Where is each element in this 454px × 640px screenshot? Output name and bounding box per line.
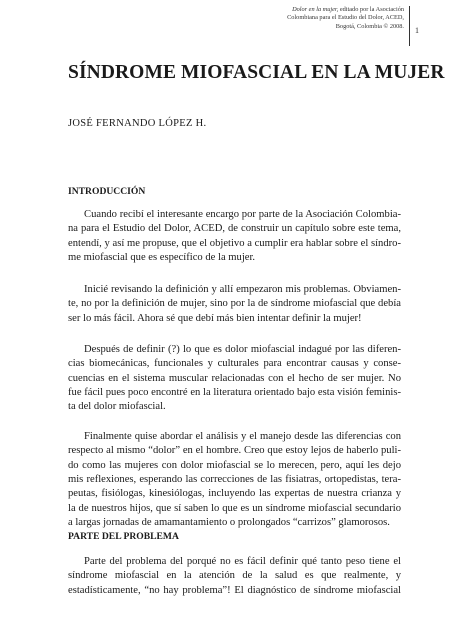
paragraph-line: Después de definir (?) lo que es dolor miofascial indagué por las diferen- <box>84 344 401 355</box>
paragraph-line: na para el Estudio del Dolor, ACED, de construir un capítulo sobre este tema, <box>68 223 401 235</box>
paragraph-line: ta del dolor miofascial. <box>68 401 166 413</box>
author-name: JOSÉ FERNANDO LÓPEZ H. <box>68 118 207 129</box>
paragraph-line: a largas jornadas de amamantamiento o prolongados “carrizos” glamorosos. <box>68 517 390 529</box>
paragraph-line: mis reflexiones, esperando las correcciones de las fisiatras, ortopedistas, tera- <box>68 474 401 486</box>
paragraph-line: Cuando recibí el interesante encargo por parte de la Asociación Colombia- <box>84 209 401 220</box>
page-number: 1 <box>415 26 419 35</box>
header-line-1 <box>254 6 404 14</box>
paragraph-line: do como las mujeres con dolor miofascial se lo merecen, pero, aquí les dejo <box>68 459 401 471</box>
paragraph-4 <box>68 430 401 530</box>
paragraph-line: respecto al mismo “dolor” en el hombre. Creo que estoy lejos de haberlo puli- <box>68 445 401 457</box>
header-book-title: Dolor en la mujer, <box>292 6 339 13</box>
paragraph-line: Finalmente quise abordar el análisis y el manejo desde las diferencias con <box>84 431 401 442</box>
paragraph-5 <box>68 555 401 598</box>
paragraph-line: me miofascial que es específico de la mujer. <box>68 252 256 264</box>
paragraph-line: cuencias en el sistema muscular relacionadas con el hecho de ser mujer. No <box>68 372 401 384</box>
paragraph-line: te, no por la definición de mujer, sino por la de síndrome miofascial que debía <box>68 298 401 310</box>
paragraph-line: peutas, fisiólogas, kinesiólogas, incluyendo las expertas de nuestra crianza y <box>68 488 401 500</box>
paragraph-line: ser lo más fácil. Ahora sé que debí más bien intentar definir la mujer! <box>68 312 362 324</box>
paragraph-line: cias biomecánicas, funcionales y culturales para encontrar causas y conse- <box>68 358 401 370</box>
page-title: SÍNDROME MIOFASCIAL EN LA MUJER <box>68 62 445 83</box>
paragraph-line: fue fácil pues poco encontré en la literatura orientado bajo esta visión feminis- <box>68 387 401 399</box>
header-line-1-rest: editado por la Asociación <box>338 6 404 13</box>
paragraph-3 <box>68 343 401 415</box>
paragraph-2 <box>68 283 401 326</box>
paragraph-line: la de nuestros hijos, que sí saben lo que es un síndrome miofascial secundario <box>68 502 401 514</box>
paragraph-1 <box>68 208 401 265</box>
paragraph-line: estadísticamente, “no hay problema”! El diagnóstico de síndrome miofascial <box>68 584 401 596</box>
header-line-3: Bogotá, Colombia © 2008. <box>335 22 404 30</box>
header-divider <box>409 6 410 46</box>
running-header <box>254 6 404 31</box>
section-heading-parte-del-problema: PARTE DEL PROBLEMA <box>68 531 179 542</box>
paragraph-line: entendí, y así me propuse, que el objetivo a cumplir era hablar sobre el síndro- <box>68 237 401 249</box>
paragraph-line: síndrome miofascial en la atención de la salud es que realmente, y <box>68 570 401 582</box>
section-heading-introduccion: INTRODUCCIÓN <box>68 186 146 197</box>
header-line-2: Colombiana para el Estudio del Dolor, ACED, <box>287 14 404 22</box>
paragraph-line: Inicié revisando la definición y allí empezaron mis problemas. Obviamen- <box>84 284 401 295</box>
paragraph-line: Parte del problema del porqué no es fácil definir qué tanto peso tiene el <box>84 556 401 567</box>
